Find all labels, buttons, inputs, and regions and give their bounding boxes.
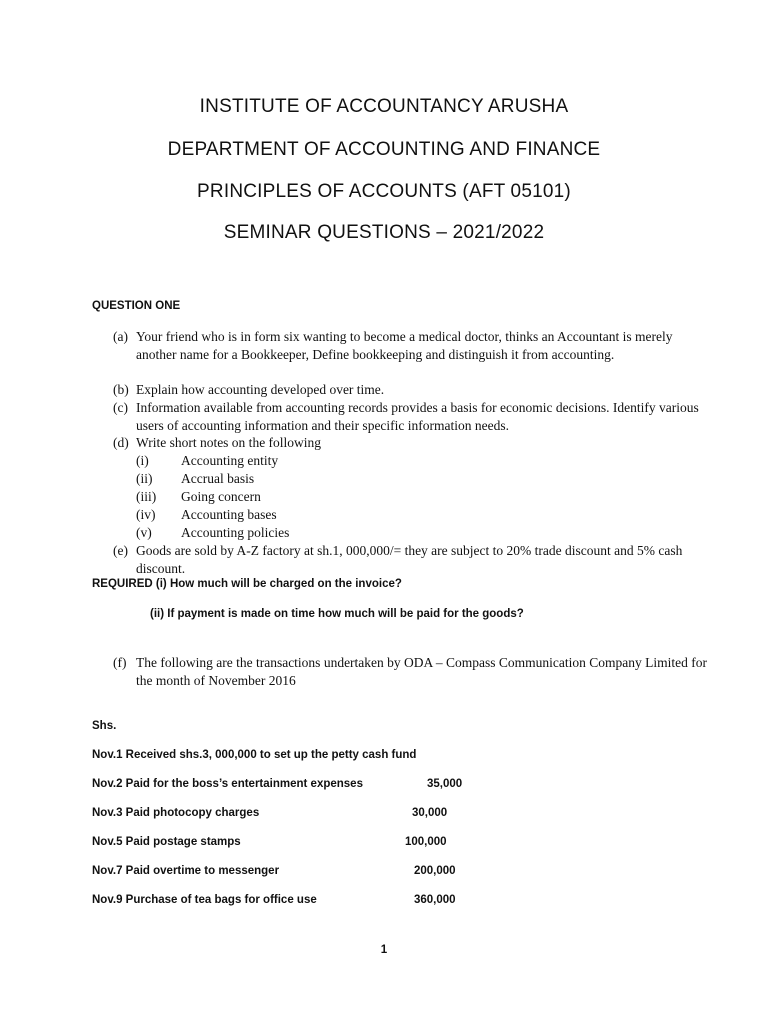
item-marker: (b)	[113, 382, 129, 397]
transaction-row-amount: 200,000	[414, 865, 456, 877]
department-title: DEPARTMENT OF ACCOUNTING AND FINANCE	[167, 139, 601, 160]
item-text: The following are the transactions undertaken by ODA – Compass Communication Company Limited for the month of November 2016	[136, 655, 708, 688]
item-text: Your friend who is in form six wanting to become a medical doctor, thinks an Accountant is merely another name for a Bookkeeper, Define bookkeeping and distinguish it from accounting.	[136, 329, 673, 362]
transaction-row-amount: 30,000	[412, 807, 448, 819]
item-text: Write short notes on the following	[136, 435, 322, 450]
subitem-number: (iii)	[136, 489, 157, 504]
transaction-row-desc: Nov.9 Purchase of tea bags for office use	[92, 894, 317, 906]
item-marker: (f)	[113, 655, 127, 670]
subitem-label: Accounting policies	[181, 525, 290, 540]
question-heading: QUESTION ONE	[92, 300, 181, 312]
subitem-label: Accounting bases	[181, 507, 277, 522]
currency-label: Shs.	[92, 720, 117, 732]
item-marker: (c)	[113, 400, 128, 415]
subitem-number: (v)	[136, 525, 152, 540]
item-text: Explain how accounting developed over time.	[136, 382, 385, 397]
question-item-c	[113, 399, 713, 434]
transaction-row-amount: 100,000	[405, 836, 447, 848]
required-line-1: REQUIRED (i) How much will be charged on the invoice?	[92, 578, 402, 590]
subitem-label: Accrual basis	[181, 471, 255, 486]
question-item-a	[113, 328, 713, 363]
item-text: Information available from accounting records provides a basis for economic decisions. Identify various users of accounting information and their specific information needs.	[136, 400, 699, 433]
transaction-row-desc: Nov.2 Paid for the boss’s entertainment expenses	[92, 778, 363, 790]
page-number: 1	[380, 944, 388, 956]
item-marker: (d)	[113, 435, 129, 450]
transaction-row-amount: 360,000	[414, 894, 456, 906]
item-marker: (a)	[113, 329, 128, 344]
question-item-d	[113, 434, 713, 452]
subitem-number: (iv)	[136, 507, 156, 522]
question-item-f	[113, 654, 713, 689]
institute-title: INSTITUTE OF ACCOUNTANCY ARUSHA	[199, 96, 569, 117]
subitem-number: (i)	[136, 453, 149, 468]
question-item-b	[113, 381, 713, 399]
transaction-row-amount: 35,000	[427, 778, 463, 790]
subitem-number: (ii)	[136, 471, 153, 486]
transaction-row-desc: Nov.5 Paid postage stamps	[92, 836, 241, 848]
required-line-2: (ii) If payment is made on time how much will be paid for the goods?	[150, 608, 524, 620]
seminar-title: SEMINAR QUESTIONS – 2021/2022	[223, 222, 545, 243]
question-item-e	[113, 542, 713, 577]
transaction-row-desc: Nov.7 Paid overtime to messenger	[92, 865, 280, 877]
subitem-label: Going concern	[181, 489, 261, 504]
course-title: PRINCIPLES OF ACCOUNTS (AFT 05101)	[197, 181, 571, 202]
item-text: Goods are sold by A-Z factory at sh.1, 000,000/= they are subject to 20% trade discount and 5% cash discount.	[136, 543, 683, 576]
item-marker: (e)	[113, 543, 128, 558]
subitem-label: Accounting entity	[181, 453, 279, 468]
transaction-row-desc: Nov.1 Received shs.3, 000,000 to set up the petty cash fund	[92, 749, 417, 761]
transaction-row-desc: Nov.3 Paid photocopy charges	[92, 807, 260, 819]
